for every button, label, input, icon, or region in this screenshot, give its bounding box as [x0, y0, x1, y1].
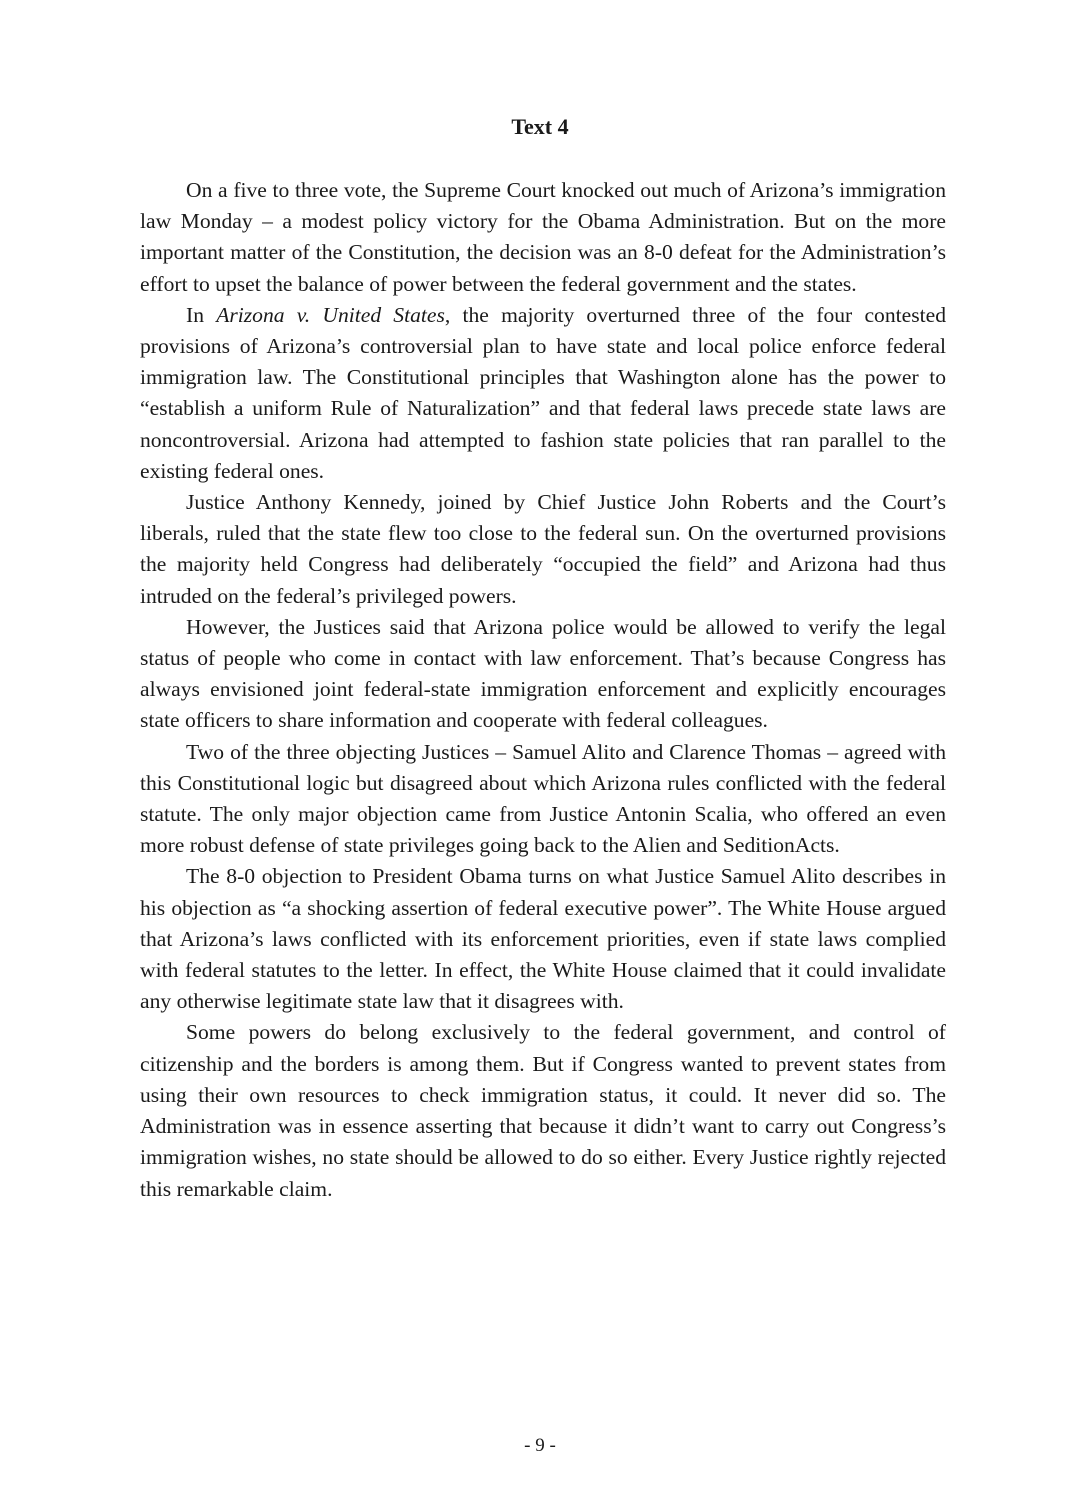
- section-title: Text 4: [511, 114, 569, 139]
- paragraph: [140, 175, 946, 300]
- paragraph: [140, 737, 946, 862]
- paragraph: [140, 487, 946, 612]
- paragraph-text: Some powers do belong exclusively to the federal government, and control of citizenship and the borders is among them. But if Congress wanted to prevent states from using their own resources to check immigration status, it could. It never did so. The Administration was in essence asserting that because it didn’t want to carry out Congress’s immigration wishes, no state should be allowed to do so either. Every Justice rightly rejected this remarkable claim.: [140, 1020, 946, 1201]
- article-body: [140, 175, 946, 1205]
- paragraph-text: On a five to three vote, the Supreme Court knocked out much of Arizona’s immigration law Monday – a modest policy victory for the Obama Administration. But on the more important matter of the Constitution, the decision was an 8-0 defeat for the Administration’s effort to upset the balance of power between the federal government and the states.: [140, 178, 946, 296]
- page-number: - 9 -: [524, 1435, 556, 1456]
- paragraph: [140, 861, 946, 1017]
- paragraph-text: However, the Justices said that Arizona police would be allowed to verify the legal status of people who come in contact with law enforcement. That’s because Congress has always envisioned joint federal-state immigration enforcement and explicitly encourages state officers to share information and cooperate with federal colleagues.: [140, 614, 946, 733]
- paragraph: [140, 1017, 946, 1204]
- paragraph-text: In: [186, 302, 217, 327]
- paragraph-text: Justice Anthony Kennedy, joined by Chief Justice John Roberts and the Court’s liberals, ruled that the state flew too close to the federal sun. On the overturned provisions the majority held Congress had deliberately “occupied the field” and Arizona had thus intruded on the federal’s privileged powers.: [140, 490, 946, 608]
- case-name: Arizona v. United States: [216, 302, 445, 327]
- paragraph-text: , the majority overturned three of the four contested provisions of Arizona’s controversial plan to have state and local police enforce federal immigration law. The Constitutional principles that Washington alone has the power to “establish a uniform Rule of Naturalization” and that federal laws precede state laws are noncontroversial. Arizona had attempted to fashion state policies that ran parallel to the existing federal ones.: [140, 302, 946, 483]
- paragraph: [140, 612, 946, 737]
- paragraph: [140, 300, 946, 487]
- paragraph-text: The 8-0 objection to President Obama turns on what Justice Samuel Alito describes in his objection as “a shocking assertion of federal executive power”. The White House argued that Arizona’s laws conflicted with its enforcement priorities, even if state laws complied with federal statutes to the letter. In effect, the White House claimed that it could invalidate any otherwise legitimate state law that it disagrees with.: [140, 864, 946, 1014]
- paragraph-text: Two of the three objecting Justices – Samuel Alito and Clarence Thomas – agreed with this Constitutional logic but disagreed about which Arizona rules conflicted with the federal statute. The only major objection came from Justice Antonin Scalia, who offered an even more robust defense of state privileges going back to the Alien and SeditionActs.: [140, 739, 946, 858]
